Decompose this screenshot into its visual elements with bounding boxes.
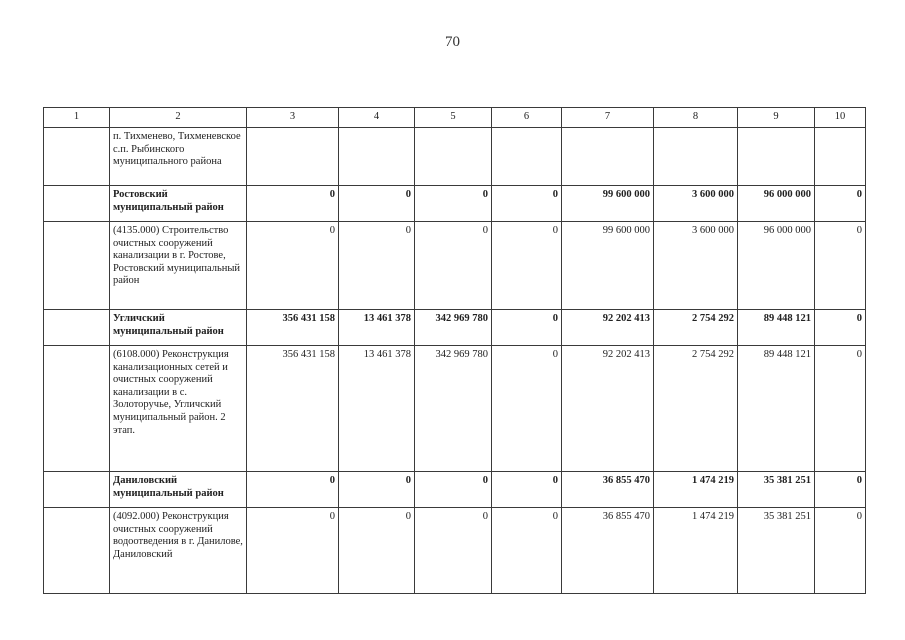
table-row xyxy=(44,346,866,472)
page-number: 70 xyxy=(445,34,460,50)
value-cell: 0 xyxy=(492,222,562,310)
value-cell: 0 xyxy=(247,508,339,594)
value-cell: 96 000 000 xyxy=(738,222,815,310)
budget-table xyxy=(43,107,866,594)
row-name-cell: Даниловский муниципальный район xyxy=(110,472,247,508)
value-cell: 0 xyxy=(492,346,562,472)
value-cell: 0 xyxy=(815,186,866,222)
value-cell: 0 xyxy=(339,508,415,594)
value-cell: 3 600 000 xyxy=(654,186,738,222)
column-header: 7 xyxy=(562,108,654,128)
value-cell: 0 xyxy=(492,186,562,222)
value-cell xyxy=(654,128,738,186)
value-cell: 0 xyxy=(339,222,415,310)
value-cell: 0 xyxy=(247,186,339,222)
row-name-cell: п. Тихменево, Тихменевское с.п. Рыбинского муниципального района xyxy=(110,128,247,186)
row-index-cell xyxy=(44,128,110,186)
value-cell: 0 xyxy=(492,310,562,346)
value-cell: 356 431 158 xyxy=(247,310,339,346)
row-name-cell: Угличский муниципальный район xyxy=(110,310,247,346)
value-cell: 0 xyxy=(247,472,339,508)
value-cell: 89 448 121 xyxy=(738,310,815,346)
value-cell: 96 000 000 xyxy=(738,186,815,222)
value-cell: 0 xyxy=(815,508,866,594)
value-cell: 0 xyxy=(415,508,492,594)
column-header: 2 xyxy=(110,108,247,128)
value-cell: 0 xyxy=(815,222,866,310)
value-cell: 0 xyxy=(815,310,866,346)
value-cell: 3 600 000 xyxy=(654,222,738,310)
value-cell: 342 969 780 xyxy=(415,346,492,472)
value-cell xyxy=(492,128,562,186)
value-cell: 0 xyxy=(815,472,866,508)
value-cell: 0 xyxy=(339,472,415,508)
value-cell: 13 461 378 xyxy=(339,346,415,472)
value-cell: 1 474 219 xyxy=(654,508,738,594)
table-header-row xyxy=(44,108,866,128)
value-cell: 0 xyxy=(415,222,492,310)
value-cell xyxy=(738,128,815,186)
table-row-district-total xyxy=(44,472,866,508)
column-header: 9 xyxy=(738,108,815,128)
value-cell: 2 754 292 xyxy=(654,346,738,472)
column-header: 1 xyxy=(44,108,110,128)
value-cell: 1 474 219 xyxy=(654,472,738,508)
value-cell: 0 xyxy=(415,472,492,508)
value-cell xyxy=(415,128,492,186)
column-header: 4 xyxy=(339,108,415,128)
row-name-cell: (4135.000) Строительство очистных сооружений канализации в г. Ростове, Ростовский муниципальный район xyxy=(110,222,247,310)
row-index-cell xyxy=(44,310,110,346)
value-cell xyxy=(247,128,339,186)
row-index-cell xyxy=(44,222,110,310)
value-cell: 92 202 413 xyxy=(562,346,654,472)
value-cell: 99 600 000 xyxy=(562,186,654,222)
table-row-district-total xyxy=(44,310,866,346)
value-cell: 0 xyxy=(247,222,339,310)
value-cell: 92 202 413 xyxy=(562,310,654,346)
value-cell: 342 969 780 xyxy=(415,310,492,346)
column-header: 8 xyxy=(654,108,738,128)
value-cell: 99 600 000 xyxy=(562,222,654,310)
value-cell: 0 xyxy=(339,186,415,222)
row-name-cell: Ростовский муниципальный район xyxy=(110,186,247,222)
value-cell: 36 855 470 xyxy=(562,508,654,594)
row-index-cell xyxy=(44,186,110,222)
row-name-cell: (4092.000) Реконструкция очистных сооружений водоотведения в г. Данилове, Даниловский xyxy=(110,508,247,594)
row-name-cell: (6108.000) Реконструкция канализационных сетей и очистных сооружений канализации в с. Золоторучье, Угличский муниципальный район. 2 этап. xyxy=(110,346,247,472)
table-row xyxy=(44,508,866,594)
row-index-cell xyxy=(44,472,110,508)
value-cell: 0 xyxy=(492,472,562,508)
value-cell: 13 461 378 xyxy=(339,310,415,346)
value-cell xyxy=(339,128,415,186)
value-cell: 36 855 470 xyxy=(562,472,654,508)
value-cell: 35 381 251 xyxy=(738,472,815,508)
table-row xyxy=(44,128,866,186)
value-cell: 35 381 251 xyxy=(738,508,815,594)
table-row-district-total xyxy=(44,186,866,222)
table-row xyxy=(44,222,866,310)
column-header: 10 xyxy=(815,108,866,128)
value-cell: 89 448 121 xyxy=(738,346,815,472)
value-cell xyxy=(815,128,866,186)
row-index-cell xyxy=(44,346,110,472)
value-cell: 2 754 292 xyxy=(654,310,738,346)
column-header: 3 xyxy=(247,108,339,128)
value-cell: 0 xyxy=(492,508,562,594)
value-cell: 0 xyxy=(415,186,492,222)
value-cell xyxy=(562,128,654,186)
value-cell: 0 xyxy=(815,346,866,472)
value-cell: 356 431 158 xyxy=(247,346,339,472)
column-header: 5 xyxy=(415,108,492,128)
column-header: 6 xyxy=(492,108,562,128)
row-index-cell xyxy=(44,508,110,594)
